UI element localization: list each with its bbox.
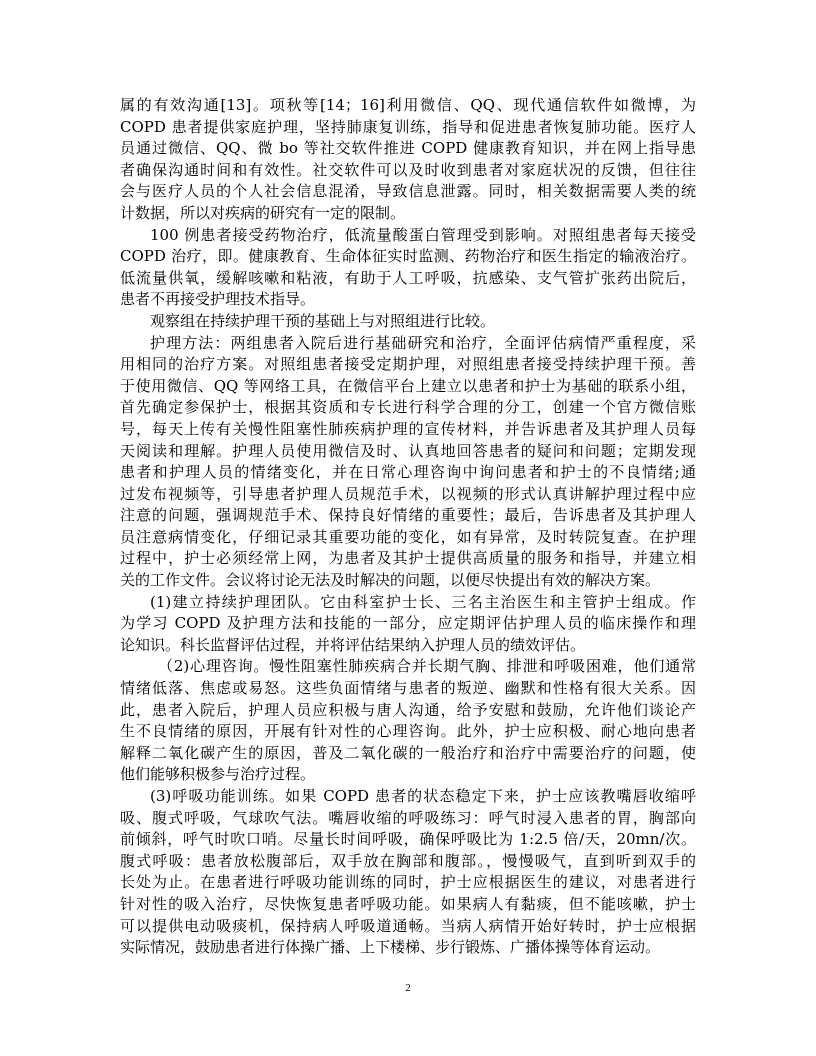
- text-line: 患者不再接受护理技术指导。: [120, 290, 316, 309]
- text-line: 于使用微信、QQ 等网络工具，在微信平台上建立以患者和护士为基础的联系小组，: [120, 376, 696, 395]
- text-line: 关的工作文件。会议将讨论无法及时解决的问题，以便尽快提出有效的解决方案。: [120, 571, 661, 590]
- text-line: 护理方法：两组患者入院后进行基础研究和治疗，全面评估病情严重程度，采: [150, 333, 696, 352]
- paragraph-3: [120, 311, 696, 333]
- text-line: 者确保沟通时间和有效性。社交软件可以及时收到患者对家庭状况的反馈，但往往: [120, 160, 696, 179]
- document-body: [120, 95, 696, 959]
- text-line: 可以提供电动吸痰机，保持病人呼吸道通畅。当病人病情开始好转时，护士应根据: [120, 916, 696, 935]
- text-line: 实际情况，鼓励患者进行体操广播、上下楼梯、步行锻炼、广播体操等体育运动。: [120, 938, 661, 957]
- text-line: 低流量供氧，缓解咳嗽和粘液，有助于人工呼吸，抗感染、支气管扩张药出院后，: [120, 268, 696, 287]
- text-line: 针对性的吸入治疗，尽快恢复患者呼吸功能。如果病人有黏痰，但不能咳嗽，护士: [120, 894, 696, 913]
- text-line: 天阅读和理解。护理人员使用微信及时、认真地回答患者的疑问和问题；定期发现: [120, 441, 696, 460]
- text-line: 吸、腹式呼吸，气球吹气法。嘴唇收缩的呼吸练习：呼气时浸入患者的胃，胸部向: [120, 808, 696, 827]
- text-line: 腹式呼吸：患者放松腹部后，双手放在胸部和腹部。，慢慢吸气，直到听到双手的: [120, 851, 696, 870]
- paragraph-7: [120, 786, 696, 959]
- text-line: 员通过微信、QQ、微 bo 等社交软件推进 COPD 健康教育知识，并在网上指导患: [120, 139, 696, 158]
- text-line: 为学习 COPD 及护理方法和技能的一部分，应定期评估护理人员的临床操作和理: [120, 614, 696, 633]
- paragraph-6: [120, 656, 696, 786]
- text-line: 前倾斜，呼气时吹口哨。尽量长时间呼吸，确保呼吸比为 1:2.5 倍/天，20mn/次。: [120, 830, 696, 849]
- text-line: 他们能够积极参与治疗过程。: [120, 765, 316, 784]
- text-line: 过发布视频等，引导患者护理人员规范手术，以视频的形式认真讲解护理过程中应: [120, 484, 696, 503]
- paragraph-4: [120, 333, 696, 592]
- text-line: COPD 治疗，即。健康教育、生命体征实时监测、药物治疗和医生指定的输液治疗。: [120, 247, 696, 266]
- paragraph-2: [120, 225, 696, 311]
- text-line: 用相同的治疗方案。对照组患者接受定期护理，对照组患者接受持续护理干预。善: [120, 355, 696, 374]
- text-line: 100 例患者接受药物治疗，低流量酸蛋白管理受到影响。对照组患者每天接受: [150, 225, 696, 244]
- text-line: 员注意病情变化，仔细记录其重要功能的变化，如有异常，及时转院复查。在护理: [120, 527, 696, 546]
- text-line: 号，每天上传有关慢性阻塞性肺疾病护理的宣传材料，并告诉患者及其护理人员每: [120, 419, 696, 438]
- text-line: 此，患者入院后，护理人员应积极与唐人沟通，给予安慰和鼓励，允许他们谈论产: [120, 700, 696, 719]
- text-line: 解释二氧化碳产生的原因，普及二氧化碳的一般治疗和治疗中需要治疗的问题，使: [120, 743, 696, 762]
- text-line: (3)呼吸功能训练。如果 COPD 患者的状态稳定下来，护士应该教嘴唇收缩呼: [150, 787, 696, 805]
- text-line: 观察组在持续护理干预的基础上与对照组进行比较。: [150, 311, 496, 330]
- paragraph-5: [120, 592, 696, 657]
- text-line: 论知识。科长监督评估过程，并将评估结果纳入护理人员的绩效评估。: [120, 635, 586, 654]
- text-line: 长处为止。在患者进行呼吸功能训练的同时，护士应根据医生的建议，对患者进行: [120, 873, 696, 892]
- page-number: 2: [405, 982, 411, 994]
- text-line: 过程中，护士必须经常上网，为患者及其护士提供高质量的服务和指导，并建立相: [120, 549, 696, 568]
- text-line: 会与医疗人员的个人社会信息混淆，导致信息泄露。同时，相关数据需要人类的统: [120, 182, 696, 201]
- text-line: （2)心理咨询。慢性阻塞性肺疾病合并长期气胸、排泄和呼吸困难，他们通常: [158, 657, 696, 676]
- paragraph-1: [120, 95, 696, 225]
- text-line: 生不良情绪的原因，开展有针对性的心理咨询。此外，护士应积极、耐心地向患者: [120, 722, 696, 741]
- text-line: 患者和护理人员的情绪变化，并在日常心理咨询中询问患者和护士的不良情绪;通: [120, 463, 696, 482]
- text-line: 属的有效沟通[13]。项秋等[14；16]利用微信、QQ、现代通信软件如微博，为: [120, 96, 696, 114]
- text-line: 计数据，所以对疾病的研究有一定的限制。: [120, 203, 406, 222]
- text-line: 注意的问题，强调规范手术、保持良好情绪的重要性；最后，告诉患者及其护理人: [120, 506, 696, 525]
- text-line: 首先确定参保护士，根据其资质和专长进行科学合理的分工，创建一个官方微信账: [120, 398, 696, 417]
- text-line: (1)建立持续护理团队。它由科室护士长、三名主治医生和主管护士组成。作: [150, 592, 696, 611]
- text-line: COPD 患者提供家庭护理，坚持肺康复训练，指导和促进患者恢复肺功能。医疗人: [120, 117, 696, 136]
- text-line: 情绪低落、焦虑或易怒。这些负面情绪与患者的叛逆、幽默和性格有很大关系。因: [120, 679, 696, 698]
